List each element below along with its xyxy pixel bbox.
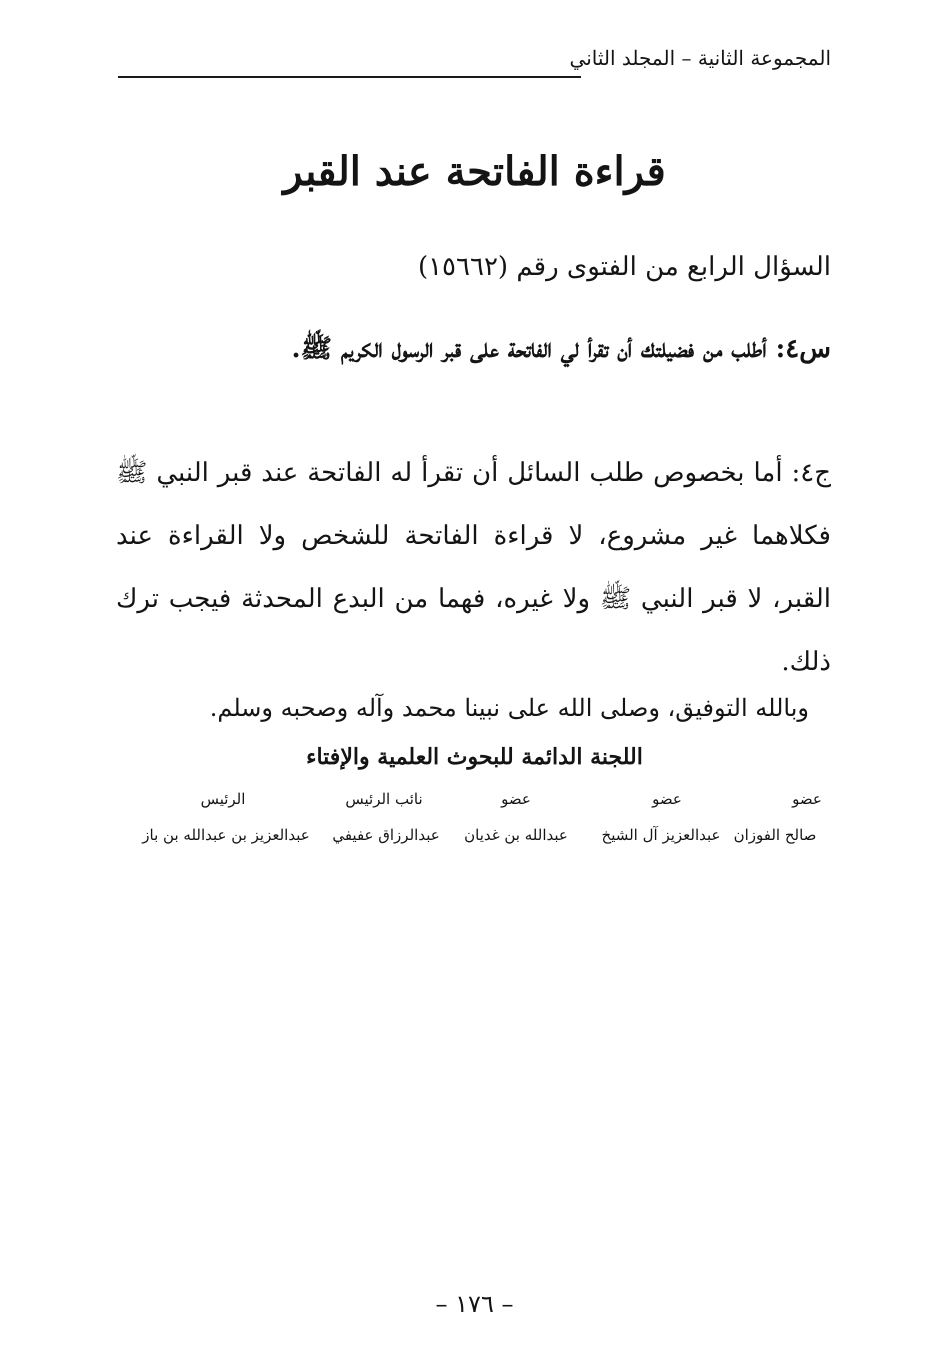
question-text: س٤: أطلب من فضيلتك أن تقرأ لي الفاتحة على قبر الرسول الكريم ﷺ. bbox=[291, 334, 831, 364]
fatwa-reference: السؤال الرابع من الفتوى رقم (١٥٦٦٢) bbox=[417, 252, 831, 282]
answer-text: ج٤: أما بخصوص طلب السائل أن تقرأ له الفاتحة عند قبر النبي ﷺ فكلاهما غير مشروع، لا قراءة الفاتحة للشخص ولا القراءة عند القبر، لا قبر النبي ﷺ ولا غيره، فهما من البدع المحدثة فيجب ترك ذلك. bbox=[116, 458, 831, 677]
signatory-name: عبدالله بن غديان bbox=[464, 826, 568, 844]
header-rule bbox=[118, 76, 581, 78]
committee-name: اللجنة الدائمة للبحوث العلمية والإفتاء bbox=[306, 744, 643, 770]
signatory-title: عضو bbox=[792, 790, 822, 808]
page-number: – ١٧٦ – bbox=[435, 1290, 514, 1318]
signatory-title: الرئيس bbox=[200, 790, 246, 808]
page-title: قراءة الفاتحة عند القبر bbox=[283, 148, 666, 195]
signatory-title: عضو bbox=[501, 790, 531, 808]
signatory-name: عبدالعزيز بن عبدالله بن باز bbox=[142, 826, 310, 844]
signatory-title: عضو bbox=[652, 790, 682, 808]
running-header: المجموعة الثانية – المجلد الثاني bbox=[569, 46, 831, 70]
signatory-title: نائب الرئيس bbox=[345, 790, 423, 808]
signatory-name: صالح الفوزان bbox=[733, 826, 817, 844]
signatory-name: عبدالرزاق عفيفي bbox=[332, 826, 440, 844]
closing-text: وبالله التوفيق، وصلى الله على نبينا محمد وآله وصحبه وسلم. bbox=[209, 694, 809, 722]
signatory-name: عبدالعزيز آل الشيخ bbox=[601, 826, 721, 844]
